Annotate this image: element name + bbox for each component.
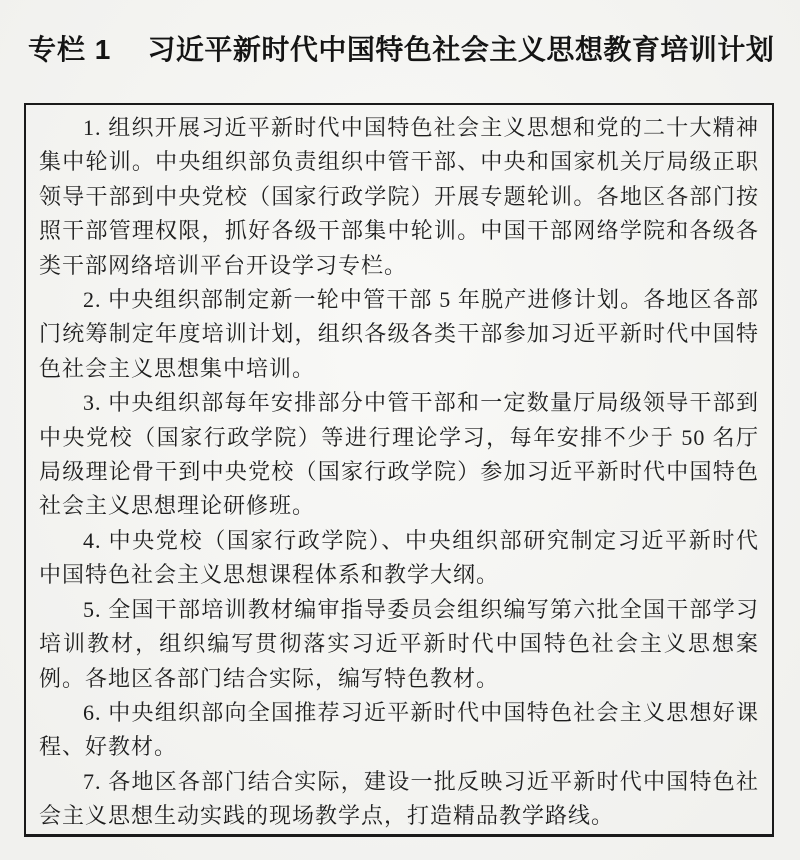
callout-box: [24, 103, 774, 837]
callout-item: 6. 中央组织部向全国推荐习近平新时代中国特色社会主义思想好课程、好教材。: [39, 699, 759, 760]
callout-heading: [28, 32, 774, 68]
callout-item: 5. 全国干部培训教材编审指导委员会组织编写第六批全国干部学习培训教材，组织编写贯彻落实习近平新时代中国特色社会主义思想案例。各地区各部门结合实际，编写特色教材。: [39, 596, 759, 691]
callout-item: 1. 组织开展习近平新时代中国特色社会主义思想和党的二十大精神集中轮训。中央组织部负责组织中管干部、中央和国家机关厅局级正职领导干部到中央党校（国家行政学院）开展专题轮训。各地区各部门按照干部管理权限，抓好各级干部集中轮训。中国干部网络学院和各级各类干部网络培训平台开设学习专栏。: [39, 115, 759, 278]
callout-item: 7. 各地区各部门结合实际，建设一批反映习近平新时代中国特色社会主义思想生动实践的现场教学点，打造精品教学路线。: [39, 768, 759, 829]
callout-item: 4. 中央党校（国家行政学院）、中央组织部研究制定习近平新时代中国特色社会主义思想课程体系和教学大纲。: [39, 527, 759, 588]
callout-label: 专栏 1: [28, 34, 112, 65]
callout-item: 2. 中央组织部制定新一轮中管干部 5 年脱产进修计划。各地区各部门统筹制定年度培训计划，组织各级各类干部参加习近平新时代中国特色社会主义思想集中培训。: [39, 287, 759, 381]
callout-title: 习近平新时代中国特色社会主义思想教育培训计划: [147, 34, 775, 65]
callout-item: 3. 中央组织部每年安排部分中管干部和一定数量厅局级领导干部到中央党校（国家行政学院）等进行理论学习，每年安排不少于 50 名厅局级理论骨干到中央党校（国家行政学院）参加习近平新时代中国特色社会主义思想理论研修班。: [39, 390, 759, 519]
